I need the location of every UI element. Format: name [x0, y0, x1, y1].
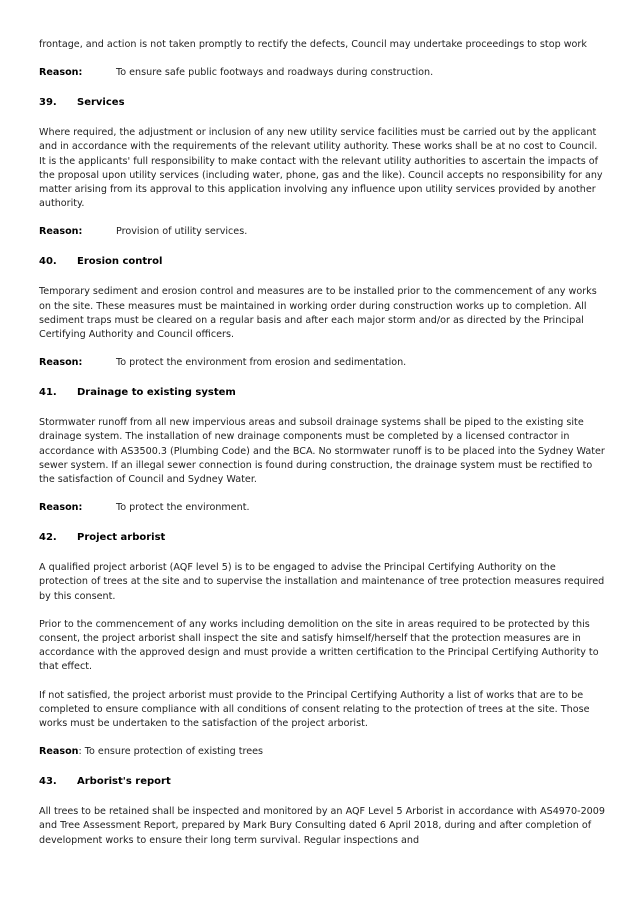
section-number: 40.: [39, 256, 57, 268]
section-41-body: Stormwater runoff from all new impervious areas and subsoil drainage systems shall be piped to the existing site drainage system. The installation of new drainage components must be completed by a licensed contractor in accordance with AS3500.3 (Plumbing Code) and the BCA. No stormwater runoff is to be placed into the Sydney Water sewer system. If an illegal sewer connection is found during construction, the drainage system must be rectified to the satisfaction of Council and Sydney Water.: [39, 417, 605, 486]
section-43-body: All trees to be retained shall be inspected and monitored by an AQF Level 5 Arborist in accordance with AS4970-2009 and Tree Assessment Report, prepared by Mark Bury Consulting dated 6 April 2018, during and after completion of development works to ensure their long term survival. Regular inspections and: [39, 806, 605, 846]
section-42-paragraph-1: A qualified project arborist (AQF level 5) is to be engaged to advise the Principal Certifying Authority on the protection of trees at the site and to supervise the installation and maintenance of tree protection measures required by this consent.: [39, 562, 605, 602]
reason-text: To ensure safe public footways and roadways during construction.: [116, 67, 434, 79]
reason-text: To protect the environment from erosion and sedimentation.: [116, 357, 407, 369]
section-title: Services: [77, 97, 125, 109]
section-42-paragraph-2: Prior to the commencement of any works including demolition on the site in areas required to be protected by this consent, the project arborist shall inspect the site and satisfy himself/herself that the protection measures are in accordance with the approved design and must provide a written certification to the Principal Certifying Authority to that effect.: [39, 618, 599, 673]
reason-text: : To ensure protection of existing trees: [78, 746, 264, 758]
reason-39: [39, 225, 605, 239]
reason-label: Reason: [39, 746, 79, 758]
section-42-paragraph-3: If not satisfied, the project arborist must provide to the Principal Certifying Authority a list of works that are to be completed to ensure compliance with all conditions of consent relating to the protection of trees at the site. Those works must be undertaken to the satisfaction of the project arborist.: [39, 689, 590, 730]
section-42-heading: [39, 531, 605, 545]
section-title: Project arborist: [77, 532, 166, 544]
section-40-body: Temporary sediment and erosion control and measures are to be installed prior to the commencement of any works on the site. These measures must be maintained in working order during construction works up to completion. All sediment traps must be cleared on a regular basis and after each major storm and/or as directed by the Principal Certifying Authority and Council officers.: [39, 286, 597, 341]
reason-38: [39, 66, 605, 80]
reason-label: Reason:: [39, 357, 83, 369]
section-39-body: Where required, the adjustment or inclusion of any new utility service facilities must be carried out by the applicant and in accordance with the requirements of the relevant utility authority. These works shall be at no cost to Council. It is the applicants' full responsibility to make contact with the relevant utility authorities to ascertain the impacts of the proposal upon utility services (including water, phone, gas and the like). Council accepts no responsibility for any matter arising from its approval to this application involving any influence upon utility services provided by another authority.: [39, 127, 603, 210]
reason-40: [39, 356, 605, 370]
intro-paragraph: frontage, and action is not taken promptly to rectify the defects, Council may undertake proceedings to stop work: [39, 39, 587, 50]
section-40-heading: [39, 255, 605, 269]
reason-label: Reason:: [39, 502, 83, 514]
reason-text: Provision of utility services.: [116, 226, 248, 238]
reason-label: Reason:: [39, 67, 83, 79]
document-page: [39, 38, 605, 848]
section-41-heading: [39, 386, 605, 400]
section-number: 39.: [39, 97, 57, 109]
reason-42: [39, 745, 605, 759]
section-title: Arborist's report: [77, 776, 171, 788]
section-title: Erosion control: [77, 256, 163, 268]
reason-label: Reason:: [39, 226, 83, 238]
reason-text: To protect the environment.: [116, 502, 250, 514]
section-43-heading: [39, 775, 605, 789]
reason-41: [39, 501, 605, 515]
section-39-heading: [39, 96, 605, 110]
section-number: 42.: [39, 532, 57, 544]
section-number: 43.: [39, 776, 57, 788]
section-title: Drainage to existing system: [77, 387, 236, 399]
section-number: 41.: [39, 387, 57, 399]
